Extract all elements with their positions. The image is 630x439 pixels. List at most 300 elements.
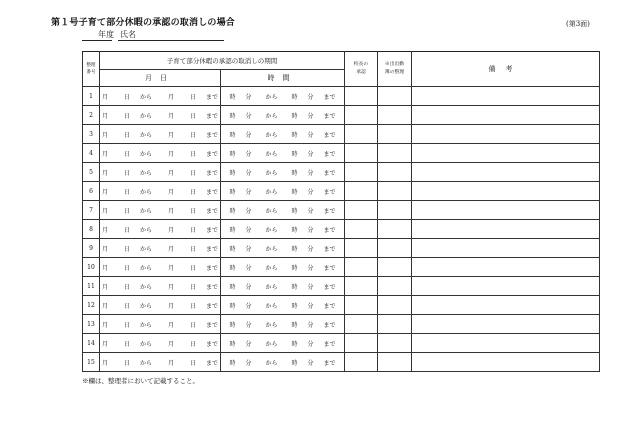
time-unit-label: 時 xyxy=(291,340,298,348)
table-row xyxy=(83,258,600,277)
time-unit-label: 時 xyxy=(229,150,236,158)
attendance-check-cell[interactable] xyxy=(378,125,412,144)
date-unit-label: 日 xyxy=(190,359,197,367)
time-unit-label: 分 xyxy=(245,169,252,177)
date-unit-label: 日 xyxy=(123,264,130,272)
date-unit-label: まで xyxy=(206,150,219,158)
time-range-cell[interactable] xyxy=(221,334,345,353)
time-unit-label: 分 xyxy=(307,340,314,348)
time-unit-label: 分 xyxy=(307,112,314,120)
time-unit-label: まで xyxy=(323,188,336,196)
row-number: 10 xyxy=(83,258,100,277)
time-unit-label: 時 xyxy=(291,359,298,367)
table-body xyxy=(83,87,600,372)
approval-header xyxy=(345,52,378,87)
time-unit-label: 分 xyxy=(245,302,252,310)
row-number: 13 xyxy=(83,315,100,334)
date-unit-label: まで xyxy=(206,340,219,348)
date-unit-label: 月 xyxy=(168,340,175,348)
date-unit-label: 日 xyxy=(190,302,197,310)
remarks-cell[interactable] xyxy=(412,182,600,201)
row-number: 5 xyxy=(83,163,100,182)
time-unit-label: から xyxy=(265,321,278,329)
attendance-check-cell[interactable] xyxy=(378,87,412,106)
date-unit-label: 月 xyxy=(168,226,175,234)
date-unit-label: 月 xyxy=(168,112,175,120)
date-unit-label: 月 xyxy=(168,264,175,272)
date-unit-label: 日 xyxy=(123,302,130,310)
approval-cell[interactable] xyxy=(345,220,378,239)
time-unit-label: 分 xyxy=(307,283,314,291)
date-unit-label: 月 xyxy=(101,188,108,196)
time-unit-label: まで xyxy=(323,226,336,234)
approval-cell[interactable] xyxy=(345,106,378,125)
date-unit-label: 月 xyxy=(101,359,108,367)
time-unit-label: 分 xyxy=(245,226,252,234)
time-range-cell[interactable] xyxy=(221,125,345,144)
time-unit-label: から xyxy=(265,150,278,158)
time-unit-label: 時 xyxy=(229,340,236,348)
time-unit-label: 時 xyxy=(291,169,298,177)
attendance-check-cell[interactable] xyxy=(378,182,412,201)
table-row xyxy=(83,277,600,296)
date-unit-label: 月 xyxy=(168,131,175,139)
date-unit-label: まで xyxy=(206,302,219,310)
attendance-check-cell[interactable] xyxy=(378,353,412,372)
date-unit-label: から xyxy=(139,188,152,196)
year-label: 年度 xyxy=(98,30,114,39)
date-unit-label: まで xyxy=(206,112,219,120)
time-range-cell[interactable] xyxy=(221,296,345,315)
date-unit-label: 月 xyxy=(101,245,108,253)
date-unit-label: 日 xyxy=(190,226,197,234)
date-unit-label: まで xyxy=(206,359,219,367)
date-range-cell[interactable] xyxy=(100,201,221,220)
date-range-cell[interactable] xyxy=(100,277,221,296)
date-unit-label: から xyxy=(139,207,152,215)
date-unit-label: 月 xyxy=(101,112,108,120)
remarks-cell[interactable] xyxy=(412,87,600,106)
date-unit-label: 日 xyxy=(123,340,130,348)
time-unit-label: 分 xyxy=(307,169,314,177)
date-unit-label: 月 xyxy=(168,150,175,158)
date-unit-label: 日 xyxy=(123,283,130,291)
date-unit-label: 月 xyxy=(168,188,175,196)
time-unit-label: まで xyxy=(323,359,336,367)
time-unit-label: まで xyxy=(323,150,336,158)
time-unit-label: 時 xyxy=(291,112,298,120)
attendance-check-cell[interactable] xyxy=(378,315,412,334)
attendance-check-cell[interactable] xyxy=(378,163,412,182)
attendance-check-cell[interactable] xyxy=(378,239,412,258)
time-unit-label: 時 xyxy=(229,264,236,272)
table-row xyxy=(83,334,600,353)
row-number: 2 xyxy=(83,106,100,125)
date-unit-label: 日 xyxy=(190,112,197,120)
date-unit-label: 日 xyxy=(123,226,130,234)
date-unit-label: から xyxy=(139,169,152,177)
remarks-cell[interactable] xyxy=(412,220,600,239)
time-range-cell[interactable] xyxy=(221,277,345,296)
date-unit-label: から xyxy=(139,340,152,348)
remarks-cell[interactable] xyxy=(412,296,600,315)
date-unit-label: まで xyxy=(206,245,219,253)
time-header: 時間 xyxy=(221,70,345,87)
time-range-cell[interactable] xyxy=(221,87,345,106)
table-row xyxy=(83,144,600,163)
attendance-check-cell[interactable] xyxy=(378,277,412,296)
date-unit-label: 日 xyxy=(123,245,130,253)
date-unit-label: まで xyxy=(206,264,219,272)
time-range-cell[interactable] xyxy=(221,239,345,258)
date-unit-label: 日 xyxy=(123,93,130,101)
time-unit-label: 分 xyxy=(245,131,252,139)
date-unit-label: 月 xyxy=(101,226,108,234)
time-unit-label: から xyxy=(265,359,278,367)
attendance-check-header xyxy=(378,52,412,87)
row-number: 11 xyxy=(83,277,100,296)
time-unit-label: 時 xyxy=(291,302,298,310)
date-unit-label: まで xyxy=(206,283,219,291)
page-number: (第3面) xyxy=(566,20,590,28)
date-unit-label: 日 xyxy=(190,93,197,101)
row-number: 9 xyxy=(83,239,100,258)
remarks-cell[interactable] xyxy=(412,201,600,220)
time-unit-label: 時 xyxy=(291,150,298,158)
date-unit-label: 日 xyxy=(190,264,197,272)
date-unit-label: 月 xyxy=(168,207,175,215)
date-range-cell[interactable] xyxy=(100,239,221,258)
approval-header-text: 校長の 承認 xyxy=(353,62,369,75)
year-name-line xyxy=(98,29,136,40)
time-unit-label: まで xyxy=(323,321,336,329)
time-unit-label: 分 xyxy=(245,321,252,329)
approval-cell[interactable] xyxy=(345,201,378,220)
date-unit-label: 月 xyxy=(168,359,175,367)
date-range-cell[interactable] xyxy=(100,144,221,163)
date-unit-label: まで xyxy=(206,226,219,234)
date-range-cell[interactable] xyxy=(100,315,221,334)
time-unit-label: 時 xyxy=(229,283,236,291)
date-unit-label: まで xyxy=(206,207,219,215)
date-unit-label: 日 xyxy=(123,150,130,158)
time-unit-label: 分 xyxy=(307,264,314,272)
time-unit-label: から xyxy=(265,245,278,253)
time-unit-label: から xyxy=(265,93,278,101)
approval-cell[interactable] xyxy=(345,258,378,277)
attendance-check-cell[interactable] xyxy=(378,220,412,239)
date-header: 月日 xyxy=(100,70,221,87)
name-label: 氏名 xyxy=(120,30,136,39)
time-unit-label: から xyxy=(265,302,278,310)
time-range-cell[interactable] xyxy=(221,163,345,182)
footnote: ※欄は、整理者において記載すること。 xyxy=(82,377,199,385)
table-row xyxy=(83,353,600,372)
remarks-cell[interactable] xyxy=(412,106,600,125)
time-unit-label: 分 xyxy=(307,150,314,158)
date-unit-label: から xyxy=(139,359,152,367)
time-unit-label: 時 xyxy=(229,321,236,329)
remarks-cell[interactable] xyxy=(412,334,600,353)
time-range-cell[interactable] xyxy=(221,220,345,239)
time-unit-label: 時 xyxy=(291,207,298,215)
time-unit-label: 分 xyxy=(307,302,314,310)
time-unit-label: から xyxy=(265,131,278,139)
time-unit-label: 分 xyxy=(307,226,314,234)
remarks-cell[interactable] xyxy=(412,163,600,182)
row-number: 8 xyxy=(83,220,100,239)
number-header-text: 整理 番号 xyxy=(86,63,96,75)
time-unit-label: 時 xyxy=(229,131,236,139)
time-unit-label: 分 xyxy=(307,131,314,139)
row-number: 1 xyxy=(83,87,100,106)
time-unit-label: 分 xyxy=(245,283,252,291)
time-unit-label: まで xyxy=(323,283,336,291)
row-number: 15 xyxy=(83,353,100,372)
date-unit-label: 日 xyxy=(190,169,197,177)
time-unit-label: 時 xyxy=(229,245,236,253)
time-unit-label: 時 xyxy=(291,245,298,253)
date-range-cell[interactable] xyxy=(100,106,221,125)
date-unit-label: 月 xyxy=(101,340,108,348)
date-unit-label: まで xyxy=(206,169,219,177)
table-row xyxy=(83,239,600,258)
remarks-header: 備考 xyxy=(412,52,600,87)
remarks-cell[interactable] xyxy=(412,239,600,258)
date-unit-label: から xyxy=(139,302,152,310)
row-number: 14 xyxy=(83,334,100,353)
time-unit-label: 時 xyxy=(291,283,298,291)
time-unit-label: 時 xyxy=(229,226,236,234)
time-range-cell[interactable] xyxy=(221,182,345,201)
attendance-check-header-text: ※出出勤 簿の整理 xyxy=(384,62,405,75)
time-unit-label: から xyxy=(265,112,278,120)
date-unit-label: から xyxy=(139,93,152,101)
table-row xyxy=(83,163,600,182)
remarks-cell[interactable] xyxy=(412,277,600,296)
date-unit-label: から xyxy=(139,131,152,139)
time-unit-label: から xyxy=(265,207,278,215)
date-unit-label: 月 xyxy=(101,131,108,139)
date-unit-label: 月 xyxy=(101,93,108,101)
date-range-cell[interactable] xyxy=(100,296,221,315)
table-row xyxy=(83,125,600,144)
table-row xyxy=(83,296,600,315)
time-unit-label: 分 xyxy=(245,93,252,101)
time-unit-label: まで xyxy=(323,340,336,348)
date-unit-label: 日 xyxy=(123,207,130,215)
remarks-cell[interactable] xyxy=(412,353,600,372)
date-unit-label: 月 xyxy=(168,169,175,177)
table-row xyxy=(83,315,600,334)
date-unit-label: 日 xyxy=(190,321,197,329)
date-unit-label: 日 xyxy=(190,150,197,158)
remarks-cell[interactable] xyxy=(412,315,600,334)
date-unit-label: 日 xyxy=(123,359,130,367)
date-range-cell[interactable] xyxy=(100,353,221,372)
row-number: 12 xyxy=(83,296,100,315)
time-unit-label: 時 xyxy=(229,93,236,101)
attendance-check-cell[interactable] xyxy=(378,106,412,125)
date-range-cell[interactable] xyxy=(100,125,221,144)
time-unit-label: 分 xyxy=(245,264,252,272)
date-unit-label: 日 xyxy=(123,321,130,329)
date-range-cell[interactable] xyxy=(100,258,221,277)
date-range-cell[interactable] xyxy=(100,87,221,106)
table-row xyxy=(83,220,600,239)
attendance-check-cell[interactable] xyxy=(378,296,412,315)
date-unit-label: 月 xyxy=(101,283,108,291)
date-range-cell[interactable] xyxy=(100,334,221,353)
date-unit-label: から xyxy=(139,283,152,291)
time-unit-label: から xyxy=(265,340,278,348)
date-unit-label: から xyxy=(139,321,152,329)
date-unit-label: まで xyxy=(206,131,219,139)
attendance-check-cell[interactable] xyxy=(378,258,412,277)
time-unit-label: まで xyxy=(323,169,336,177)
approval-cell[interactable] xyxy=(345,334,378,353)
time-range-cell[interactable] xyxy=(221,258,345,277)
time-range-cell[interactable] xyxy=(221,144,345,163)
time-unit-label: 分 xyxy=(307,207,314,215)
row-number: 7 xyxy=(83,201,100,220)
row-number: 6 xyxy=(83,182,100,201)
attendance-check-cell[interactable] xyxy=(378,334,412,353)
time-unit-label: から xyxy=(265,283,278,291)
approval-cell[interactable] xyxy=(345,163,378,182)
date-unit-label: 日 xyxy=(123,188,130,196)
date-unit-label: 日 xyxy=(190,131,197,139)
row-number: 3 xyxy=(83,125,100,144)
date-unit-label: 日 xyxy=(190,245,197,253)
remarks-cell[interactable] xyxy=(412,144,600,163)
time-unit-label: 時 xyxy=(229,112,236,120)
year-underline xyxy=(82,40,112,41)
attendance-check-cell[interactable] xyxy=(378,201,412,220)
time-unit-label: まで xyxy=(323,245,336,253)
time-unit-label: 時 xyxy=(229,207,236,215)
date-unit-label: まで xyxy=(206,93,219,101)
approval-cell[interactable] xyxy=(345,144,378,163)
date-range-cell[interactable] xyxy=(100,220,221,239)
time-unit-label: まで xyxy=(323,112,336,120)
time-unit-label: から xyxy=(265,188,278,196)
time-range-cell[interactable] xyxy=(221,201,345,220)
approval-cell[interactable] xyxy=(345,296,378,315)
approval-cell[interactable] xyxy=(345,315,378,334)
date-unit-label: 月 xyxy=(168,302,175,310)
number-header xyxy=(83,52,100,87)
date-unit-label: 日 xyxy=(190,188,197,196)
time-unit-label: 時 xyxy=(291,226,298,234)
time-unit-label: 時 xyxy=(229,188,236,196)
date-unit-label: 月 xyxy=(101,150,108,158)
date-unit-label: から xyxy=(139,264,152,272)
time-unit-label: 分 xyxy=(245,150,252,158)
approval-cell[interactable] xyxy=(345,239,378,258)
time-unit-label: 時 xyxy=(291,321,298,329)
time-unit-label: 時 xyxy=(291,93,298,101)
time-unit-label: まで xyxy=(323,207,336,215)
time-unit-label: 分 xyxy=(307,321,314,329)
date-unit-label: から xyxy=(139,245,152,253)
time-unit-label: 時 xyxy=(229,169,236,177)
date-unit-label: 月 xyxy=(101,302,108,310)
time-unit-label: 分 xyxy=(307,245,314,253)
date-unit-label: 日 xyxy=(190,283,197,291)
date-unit-label: から xyxy=(139,112,152,120)
approval-cell[interactable] xyxy=(345,87,378,106)
date-unit-label: から xyxy=(139,150,152,158)
name-underline xyxy=(118,40,224,41)
date-unit-label: 月 xyxy=(101,264,108,272)
time-unit-label: まで xyxy=(323,264,336,272)
time-unit-label: 時 xyxy=(291,131,298,139)
time-unit-label: まで xyxy=(323,131,336,139)
remarks-cell[interactable] xyxy=(412,125,600,144)
table-row xyxy=(83,182,600,201)
date-unit-label: 月 xyxy=(168,245,175,253)
time-unit-label: から xyxy=(265,264,278,272)
date-unit-label: 日 xyxy=(190,340,197,348)
time-range-cell[interactable] xyxy=(221,315,345,334)
time-unit-label: 分 xyxy=(245,245,252,253)
time-unit-label: 分 xyxy=(245,359,252,367)
document-title: 第１号子育て部分休暇の承認の取消しの場合 xyxy=(51,18,236,28)
time-unit-label: 時 xyxy=(291,264,298,272)
approval-cell[interactable] xyxy=(345,277,378,296)
attendance-check-cell[interactable] xyxy=(378,144,412,163)
table-row xyxy=(83,106,600,125)
date-range-cell[interactable] xyxy=(100,163,221,182)
date-unit-label: 月 xyxy=(168,283,175,291)
time-range-cell[interactable] xyxy=(221,106,345,125)
date-unit-label: 日 xyxy=(190,207,197,215)
date-unit-label: 月 xyxy=(168,93,175,101)
approval-cell[interactable] xyxy=(345,125,378,144)
time-unit-label: から xyxy=(265,169,278,177)
leave-cancellation-table xyxy=(82,51,600,372)
date-unit-label: 月 xyxy=(101,169,108,177)
approval-cell[interactable] xyxy=(345,182,378,201)
time-unit-label: 時 xyxy=(229,359,236,367)
time-unit-label: 分 xyxy=(307,188,314,196)
approval-cell[interactable] xyxy=(345,353,378,372)
time-unit-label: 分 xyxy=(245,340,252,348)
row-number: 4 xyxy=(83,144,100,163)
time-unit-label: 分 xyxy=(245,188,252,196)
time-unit-label: 分 xyxy=(245,112,252,120)
date-unit-label: 月 xyxy=(168,321,175,329)
remarks-cell[interactable] xyxy=(412,258,600,277)
date-range-cell[interactable] xyxy=(100,182,221,201)
date-unit-label: 日 xyxy=(123,169,130,177)
time-unit-label: 時 xyxy=(291,188,298,196)
time-unit-label: まで xyxy=(323,93,336,101)
time-unit-label: まで xyxy=(323,302,336,310)
period-header: 子育て部分休暇の承認の取消しの期間 xyxy=(100,52,345,70)
time-unit-label: 分 xyxy=(245,207,252,215)
date-unit-label: まで xyxy=(206,188,219,196)
date-unit-label: 月 xyxy=(101,207,108,215)
time-unit-label: 分 xyxy=(307,93,314,101)
table-row xyxy=(83,201,600,220)
table-row xyxy=(83,87,600,106)
date-unit-label: 月 xyxy=(101,321,108,329)
time-range-cell[interactable] xyxy=(221,353,345,372)
date-unit-label: 日 xyxy=(123,112,130,120)
time-unit-label: から xyxy=(265,226,278,234)
